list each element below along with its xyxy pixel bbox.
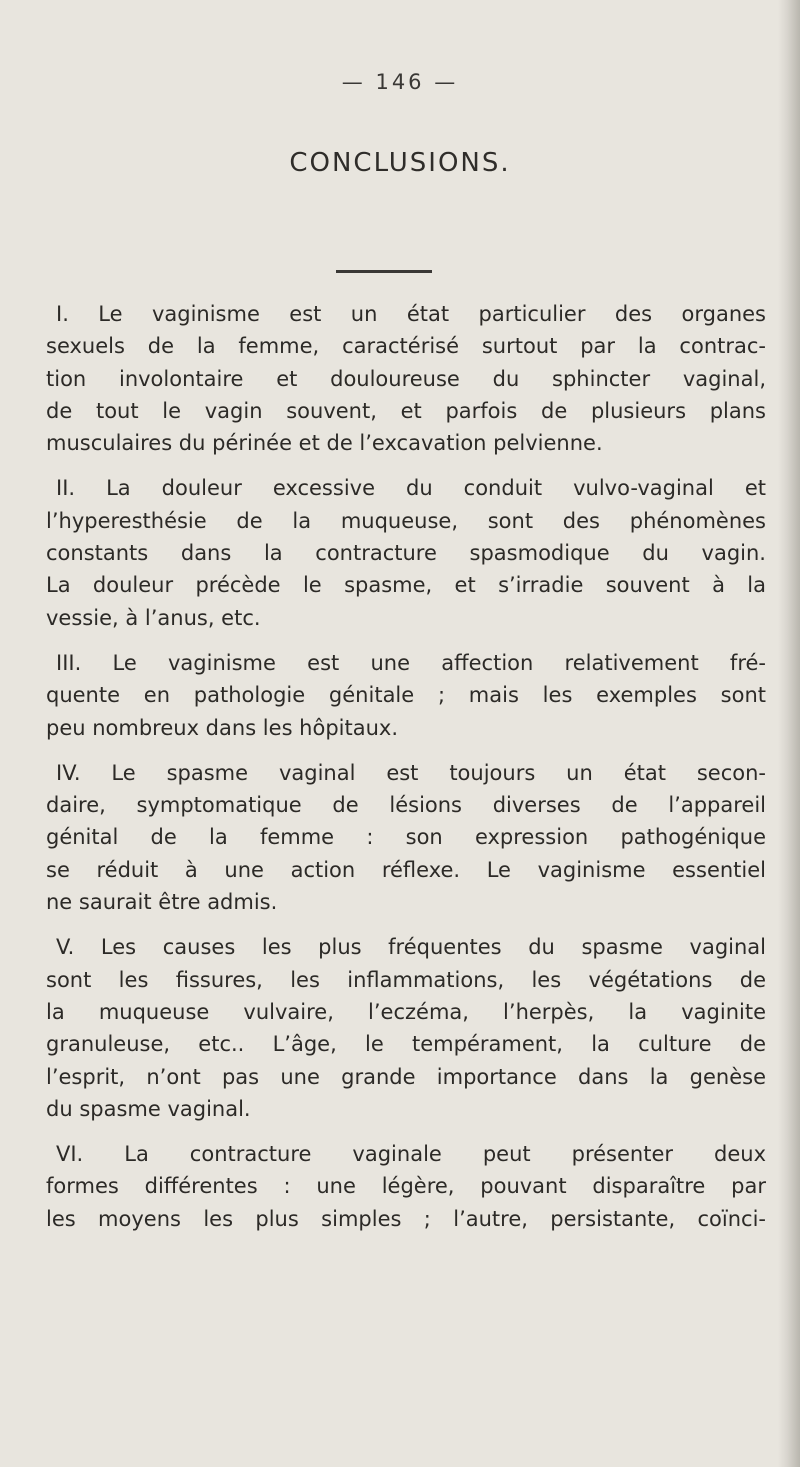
text-line: III. Le vaginisme est une affection relativement fré-: [56, 650, 766, 675]
text-line: quente en pathologie génitale ; mais les exemples sont: [46, 683, 766, 708]
text-line: l’hyperesthésie de la muqueuse, sont des phénomènes: [46, 508, 766, 533]
conclusion-paragraph: [46, 298, 766, 459]
section-title: CONCLUSIONS.: [289, 148, 511, 178]
conclusion-paragraph: [46, 757, 766, 918]
text-line: les moyens les plus simples ; l’autre, persistante, coïnci-: [46, 1206, 766, 1231]
text-line: se réduit à une action réflexe. Le vaginisme essentiel: [46, 857, 766, 882]
text-line: l’esprit, n’ont pas une grande importance dans la genèse: [46, 1064, 766, 1089]
conclusion-paragraph: [46, 1138, 766, 1235]
text-line: formes différentes : une légère, pouvant disparaître par: [46, 1174, 766, 1199]
text-line: du spasme vaginal.: [46, 1096, 251, 1121]
text-line: génital de la femme : son expression pathogénique: [46, 825, 766, 850]
page-number: — 146 —: [341, 70, 459, 94]
text-line: sexuels de la femme, caractérisé surtout par la contrac-: [46, 334, 766, 359]
text-line: II. La douleur excessive du conduit vulvo-vaginal et: [56, 476, 766, 501]
text-line: tion involontaire et douloureuse du sphincter vaginal,: [46, 366, 766, 391]
text-line: vessie, à l’anus, etc.: [46, 605, 261, 630]
text-line: sont les fissures, les inflammations, les végétations de: [46, 967, 766, 992]
conclusion-paragraph: [46, 931, 766, 1125]
text-line: VI. La contracture vaginale peut présenter deux: [56, 1142, 766, 1167]
text-line: daire, symptomatique de lésions diverses de l’appareil: [46, 793, 766, 818]
conclusion-paragraph: [46, 647, 766, 744]
text-line: constants dans la contracture spasmodique du vagin.: [46, 541, 766, 566]
text-line: musculaires du périnée et de l’excavation pelvienne.: [46, 431, 603, 456]
text-line: La douleur précède le spasme, et s’irradie souvent à la: [46, 573, 766, 598]
text-line: ne saurait être admis.: [46, 890, 278, 915]
text-line: IV. Le spasme vaginal est toujours un état secon-: [56, 760, 766, 785]
text-line: I. Le vaginisme est un état particulier des organes: [56, 302, 766, 326]
text-line: V. Les causes les plus fréquentes du spasme vaginal: [56, 935, 766, 960]
text-line: peu nombreux dans les hôpitaux.: [46, 715, 399, 740]
text-line: la muqueuse vulvaire, l’eczéma, l’herpès, la vaginite: [46, 999, 766, 1024]
page-edge-shadow: [778, 0, 800, 1467]
title-rule: [336, 270, 432, 273]
text-line: de tout le vagin souvent, et parfois de plusieurs plans: [46, 398, 766, 423]
text-line: granuleuse, etc.. L’âge, le tempérament, la culture de: [46, 1032, 766, 1057]
body-text: [46, 298, 766, 1248]
conclusion-paragraph: [46, 472, 766, 633]
